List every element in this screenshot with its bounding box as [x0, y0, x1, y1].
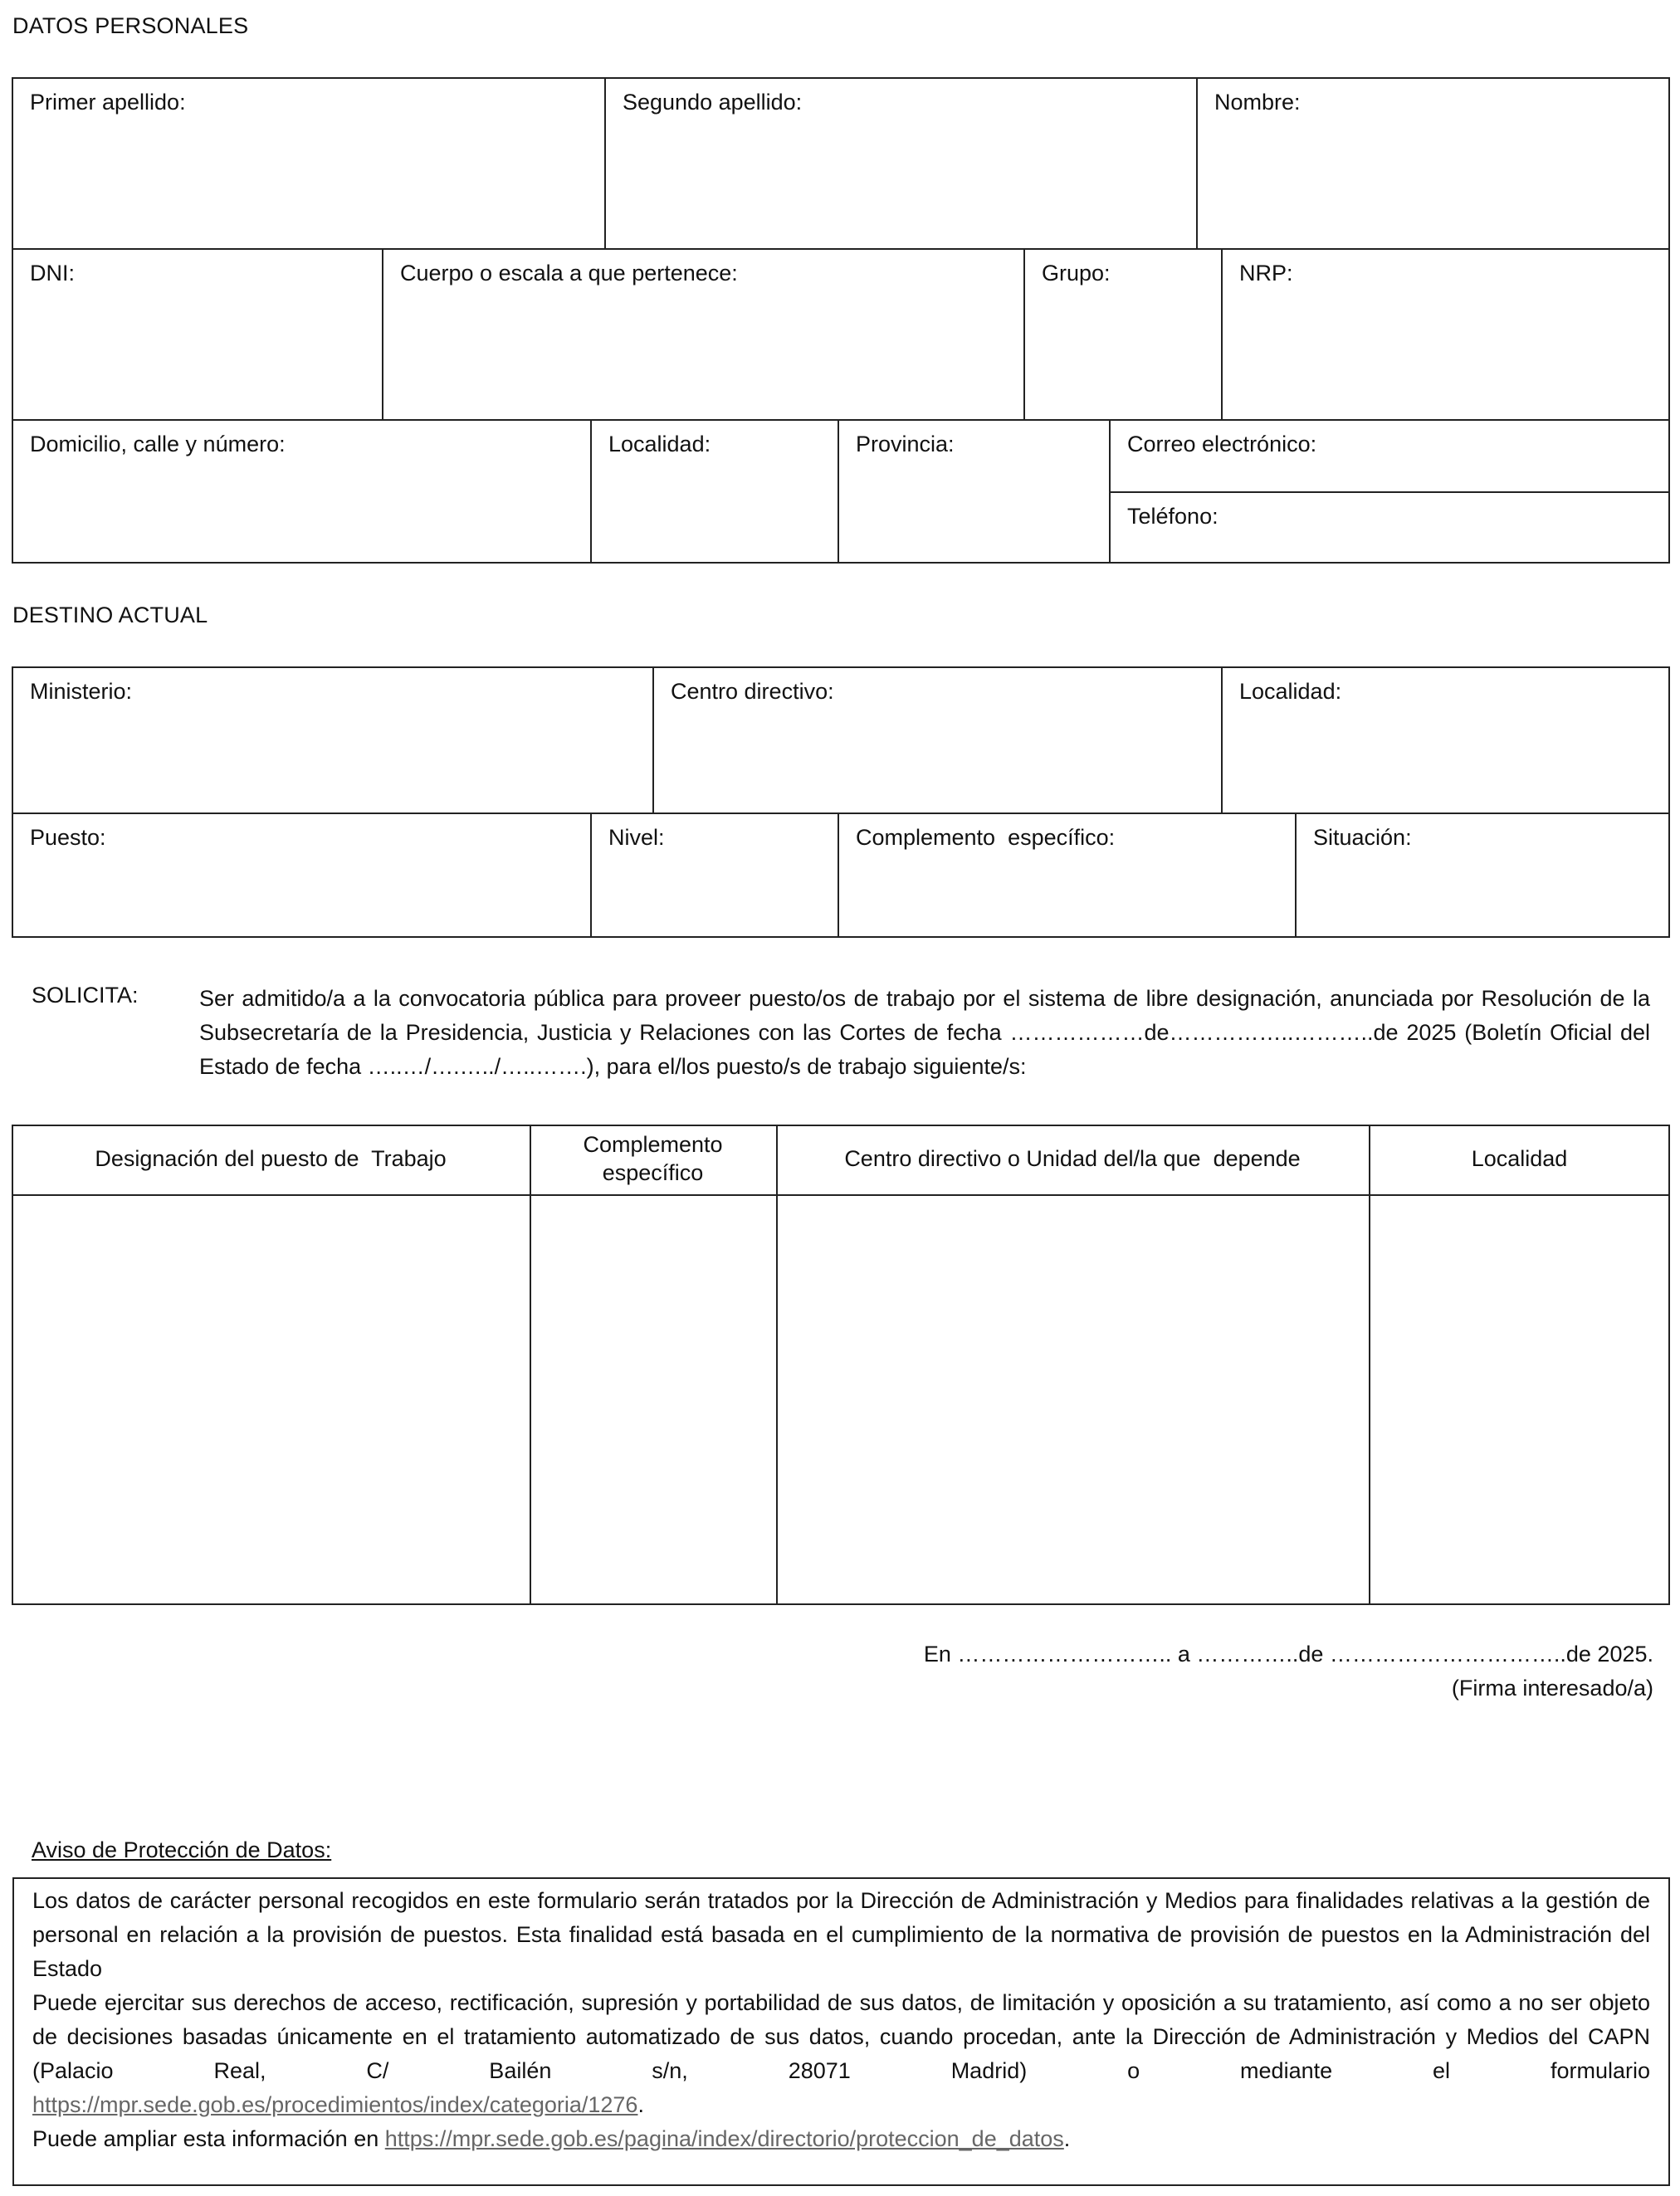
- field-label: DNI:: [30, 261, 75, 285]
- aviso-paragraph: Los datos de carácter personal recogidos en este formulario serán tratados por la Dirección de Administración y Medios para finalidades relativas a la gestión de personal en relación a la provisión de puestos. Esta finalidad está basada en el cumplimiento de la normativa de provisión de puestos en la Administración del Estado: [32, 1888, 1650, 1981]
- field-label: Ministerio:: [30, 679, 133, 704]
- nombre-field[interactable]: [1196, 77, 1670, 248]
- aviso-paragraph: Puede ejercitar sus derechos de acceso, rectificación, supresión y portabilidad de sus datos, de limitación y oposición a su tratamiento, así como a no ser objeto de decisiones basadas únicamente en el tratamiento automatizado de sus datos, cuando procedan, ante la Dirección de Administración y Medios del CAPN (Palacio Real, C/ Bailén s/n, 28071 Madrid) o mediante el formulario: [32, 1990, 1650, 2083]
- centro-directivo-field[interactable]: [652, 666, 1221, 813]
- complemento-puesto-input[interactable]: [530, 1195, 776, 1605]
- primer-apellido-field[interactable]: [12, 77, 604, 248]
- field-label: Situación:: [1313, 825, 1412, 850]
- field-label: Teléfono:: [1127, 504, 1218, 529]
- complemento-especifico-field[interactable]: [838, 813, 1295, 938]
- aviso-box: [12, 1877, 1670, 2186]
- segundo-apellido-field[interactable]: [604, 77, 1196, 248]
- localidad-puesto-input[interactable]: [1369, 1195, 1670, 1605]
- field-label: Primer apellido:: [30, 90, 186, 115]
- column-header-localidad: Localidad: [1471, 1146, 1568, 1172]
- ministerio-field[interactable]: [12, 666, 652, 813]
- field-label: Domicilio, calle y número:: [30, 432, 286, 456]
- punctuation: .: [637, 2092, 644, 2117]
- column-header-designacion: Designación del puesto de Trabajo: [95, 1146, 447, 1172]
- correo-electronico-field[interactable]: [1109, 419, 1670, 491]
- aviso-text: Puede ampliar esta información en: [32, 2126, 379, 2151]
- signature-caption: (Firma interesado/a): [1451, 1676, 1653, 1701]
- field-label: Correo electrónico:: [1127, 432, 1317, 456]
- field-label: Nombre:: [1214, 90, 1301, 115]
- field-label: Cuerpo o escala a que pertenece:: [400, 261, 738, 285]
- punctuation: .: [1063, 2126, 1071, 2151]
- section-heading-datos-personales: DATOS PERSONALES: [12, 13, 249, 38]
- cuerpo-escala-field[interactable]: [382, 248, 1023, 419]
- domicilio-field[interactable]: [12, 419, 590, 564]
- centro-unidad-input[interactable]: [776, 1195, 1369, 1605]
- field-label: Localidad:: [608, 432, 711, 456]
- column-header-complemento: Complemento específico: [583, 1132, 723, 1185]
- field-label: Complemento específico:: [856, 825, 1116, 850]
- solicita-label: SOLICITA:: [32, 983, 139, 1008]
- localidad-destino-field[interactable]: [1221, 666, 1670, 813]
- puesto-field[interactable]: [12, 813, 590, 938]
- provincia-field[interactable]: [838, 419, 1109, 564]
- field-label: NRP:: [1239, 261, 1293, 285]
- telefono-field[interactable]: [1109, 491, 1670, 564]
- nrp-field[interactable]: [1221, 248, 1670, 419]
- solicita-text: Ser admitido/a a la convocatoria pública para proveer puesto/os de trabajo por el sistema de libre designación, anunciada por Resolución de la Subsecretaría de la Presidencia, Justicia y Relaciones con las Cortes de fecha ………………de……………..………..de 2025 (Boletín Oficial del Estado de fecha …..…/….…../…..…….), para el/los puesto/s de trabajo siguiente/s:: [199, 986, 1650, 1079]
- field-label: Localidad:: [1239, 679, 1342, 704]
- field-label: Puesto:: [30, 825, 106, 850]
- localidad-personal-field[interactable]: [590, 419, 838, 564]
- signature-place-date: En ……………………….. a …………..de …………………………..de 2025.: [923, 1642, 1653, 1667]
- situacion-field[interactable]: [1295, 813, 1670, 938]
- column-header-centro-directivo: Centro directivo o Unidad del/la que depende: [844, 1146, 1301, 1172]
- designacion-puesto-input[interactable]: [12, 1195, 530, 1605]
- proteccion-datos-link[interactable]: https://mpr.sede.gob.es/pagina/index/directorio/proteccion_de_datos: [384, 2126, 1064, 2151]
- field-label: Provincia:: [856, 432, 955, 456]
- field-label: Nivel:: [608, 825, 665, 850]
- formulario-link[interactable]: https://mpr.sede.gob.es/procedimientos/index/categoria/1276: [32, 2092, 638, 2117]
- field-label: Segundo apellido:: [623, 90, 803, 115]
- aviso-paragraph: [32, 2122, 1650, 2156]
- section-heading-destino-actual: DESTINO ACTUAL: [12, 603, 208, 627]
- aviso-link-line: [32, 2088, 1650, 2122]
- nivel-field[interactable]: [590, 813, 838, 938]
- aviso-title: Aviso de Protección de Datos:: [32, 1837, 332, 1862]
- grupo-field[interactable]: [1023, 248, 1221, 419]
- field-label: Centro directivo:: [671, 679, 834, 704]
- dni-field[interactable]: [12, 248, 382, 419]
- field-label: Grupo:: [1042, 261, 1111, 285]
